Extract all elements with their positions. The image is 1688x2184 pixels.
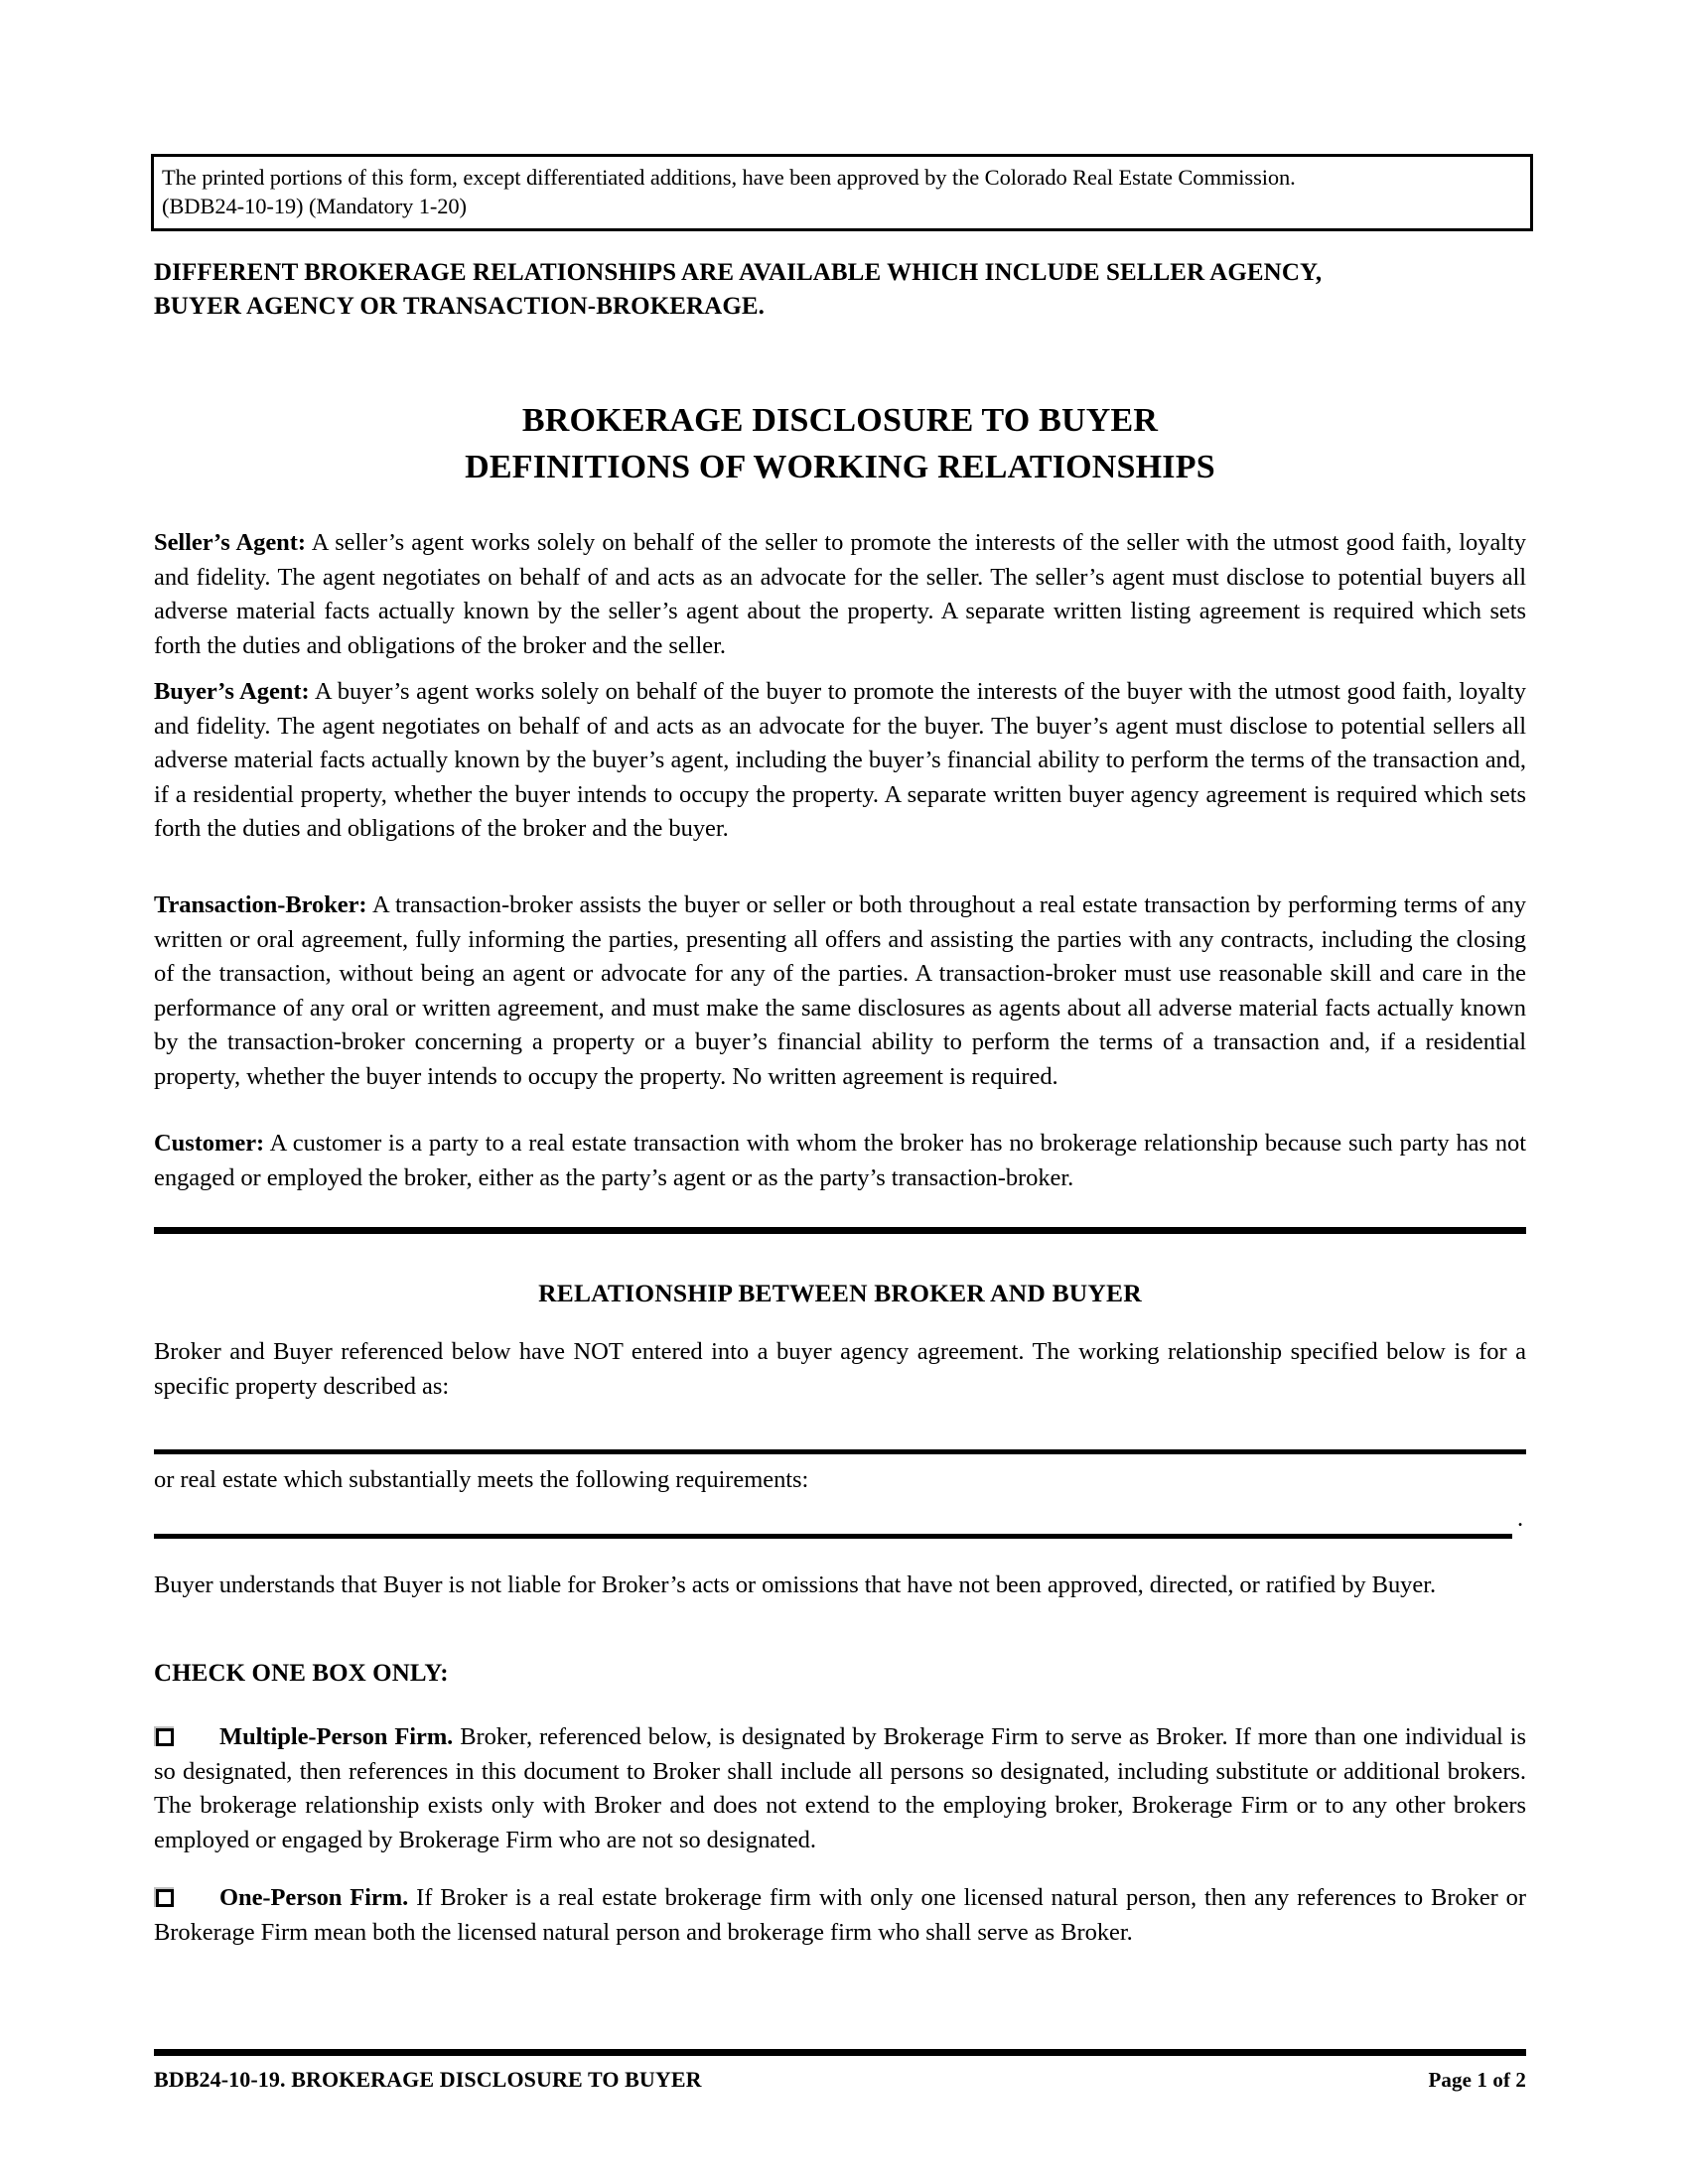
option-one-person-firm[interactable] xyxy=(154,1881,1526,1950)
approval-line-1: The printed portions of this form, except differentiated additions, have been approved by the Colorado Real Estate Commission. xyxy=(162,165,1296,190)
buyer-liability-text: Buyer understands that Buyer is not liable for Broker’s acts or omissions that have not been approved, directed, or ratified by Buyer. xyxy=(154,1571,1437,1598)
definition-text: A buyer’s agent works solely on behalf of the buyer to promote the interests of the buyer with the utmost good faith, loyalty and fidelity. The agent negotiates on behalf of and acts as an advocate for the buyer. The buyer’s agent must disclose to potential sellers all adverse material facts actually known by the buyer’s agent, including the buyer’s financial ability to perform the terms of the transaction and, if a residential property, whether the buyer intends to occupy the property. A separate written buyer agency agreement is required which sets forth the duties and obligations of the broker and the buyer. xyxy=(154,678,1526,842)
definition-term: Buyer’s Agent: xyxy=(154,678,310,705)
option-text: If Broker is a real estate brokerage firm with only one licensed natural person, then any references to Broker or Brokerage Firm mean both the licensed natural person and brokerage firm who shall serve as Broker. xyxy=(154,1884,1526,1946)
footer-page-number: Page 1 of 2 xyxy=(1428,2068,1526,2092)
statement-line-2: BUYER AGENCY OR TRANSACTION-BROKERAGE. xyxy=(154,293,765,320)
definition-customer xyxy=(154,1127,1526,1195)
statement-line-1: DIFFERENT BROKERAGE RELATIONSHIPS ARE AVAILABLE WHICH INCLUDE SELLER AGENCY, xyxy=(154,259,1323,286)
property-description-field[interactable] xyxy=(154,1449,1526,1454)
check-one-box-heading: CHECK ONE BOX ONLY: xyxy=(154,1660,449,1687)
footer-form-id: BDB24-10-19. BROKERAGE DISCLOSURE TO BUYER xyxy=(154,2067,702,2092)
approval-header-box xyxy=(151,154,1533,231)
definition-term: Customer: xyxy=(154,1130,265,1157)
option-label: One-Person Firm. xyxy=(219,1884,409,1911)
definition-text: A seller’s agent works solely on behalf of the seller to promote the interests of the seller with the utmost good faith, loyalty and fidelity. The agent negotiates on behalf of and acts as an advocate for the seller. The seller’s agent must disclose to potential buyers all adverse material facts actually known by the seller’s agent about the property. A separate written listing agreement is required which sets forth the duties and obligations of the broker and the seller. xyxy=(154,529,1526,659)
checkbox-one-person-firm[interactable] xyxy=(154,1887,174,1907)
option-text: Broker, referenced below, is designated by Brokerage Firm to serve as Broker. If more than one individual is so designated, then references in this document to Broker shall include all persons so designated, including substitute or additional brokers. The brokerage relationship exists only with Broker and does not extend to the employing broker, Brokerage Firm or to any other brokers employed or engaged by Brokerage Firm who are not so designated. xyxy=(154,1723,1526,1853)
checkbox-multiple-person-firm[interactable] xyxy=(154,1726,174,1746)
definition-sellers-agent xyxy=(154,526,1526,663)
page-title-line-1: BROKERAGE DISCLOSURE TO BUYER xyxy=(521,402,1159,439)
relationship-intro-text: Broker and Buyer referenced below have NOT entered into a buyer agency agreement. The working relationship specified below is for a specific property described as: xyxy=(154,1338,1526,1400)
requirements-field[interactable] xyxy=(154,1534,1512,1539)
definition-text: A customer is a party to a real estate transaction with whom the broker has no brokerage relationship because such party has not engaged or employed the broker, either as the party’s agent or as the party’s transaction-broker. xyxy=(154,1130,1526,1191)
approval-line-2: (BDB24-10-19) (Mandatory 1-20) xyxy=(162,194,467,218)
requirements-field-period: . xyxy=(1517,1505,1524,1532)
definition-term: Transaction-Broker: xyxy=(154,891,367,918)
footer-divider-rule xyxy=(154,2049,1526,2056)
page-footer xyxy=(154,2067,1526,2093)
section-divider-rule xyxy=(154,1227,1526,1234)
option-multiple-person-firm[interactable] xyxy=(154,1720,1526,1857)
definition-term: Seller’s Agent: xyxy=(154,529,306,556)
option-label: Multiple-Person Firm. xyxy=(219,1723,454,1750)
relationship-section-heading: RELATIONSHIP BETWEEN BROKER AND BUYER xyxy=(538,1279,1142,1307)
definition-text: A transaction-broker assists the buyer or seller or both throughout a real estate transaction by performing terms of any written or oral agreement, fully informing the parties, presenting all offers and assisting the parties with any contracts, including the closing of the transaction, without being an agent or advocate for any of the parties. A transaction-broker must use reasonable skill and care in the performance of any oral or written agreement, and must make the same disclosures as agents about all adverse material facts actually known by the transaction-broker concerning a property or a buyer’s financial ability to perform the terms of a transaction and, if a residential property, whether the buyer intends to occupy the property. No written agreement is required. xyxy=(154,891,1526,1090)
page-title-line-2: DEFINITIONS OF WORKING RELATIONSHIPS xyxy=(465,449,1215,485)
page-title xyxy=(154,397,1526,490)
brokerage-relationships-statement xyxy=(154,256,1526,324)
definition-transaction-broker xyxy=(154,888,1526,1094)
definition-buyers-agent xyxy=(154,675,1526,847)
or-real-estate-text: or real estate which substantially meets the following requirements: xyxy=(154,1466,809,1493)
